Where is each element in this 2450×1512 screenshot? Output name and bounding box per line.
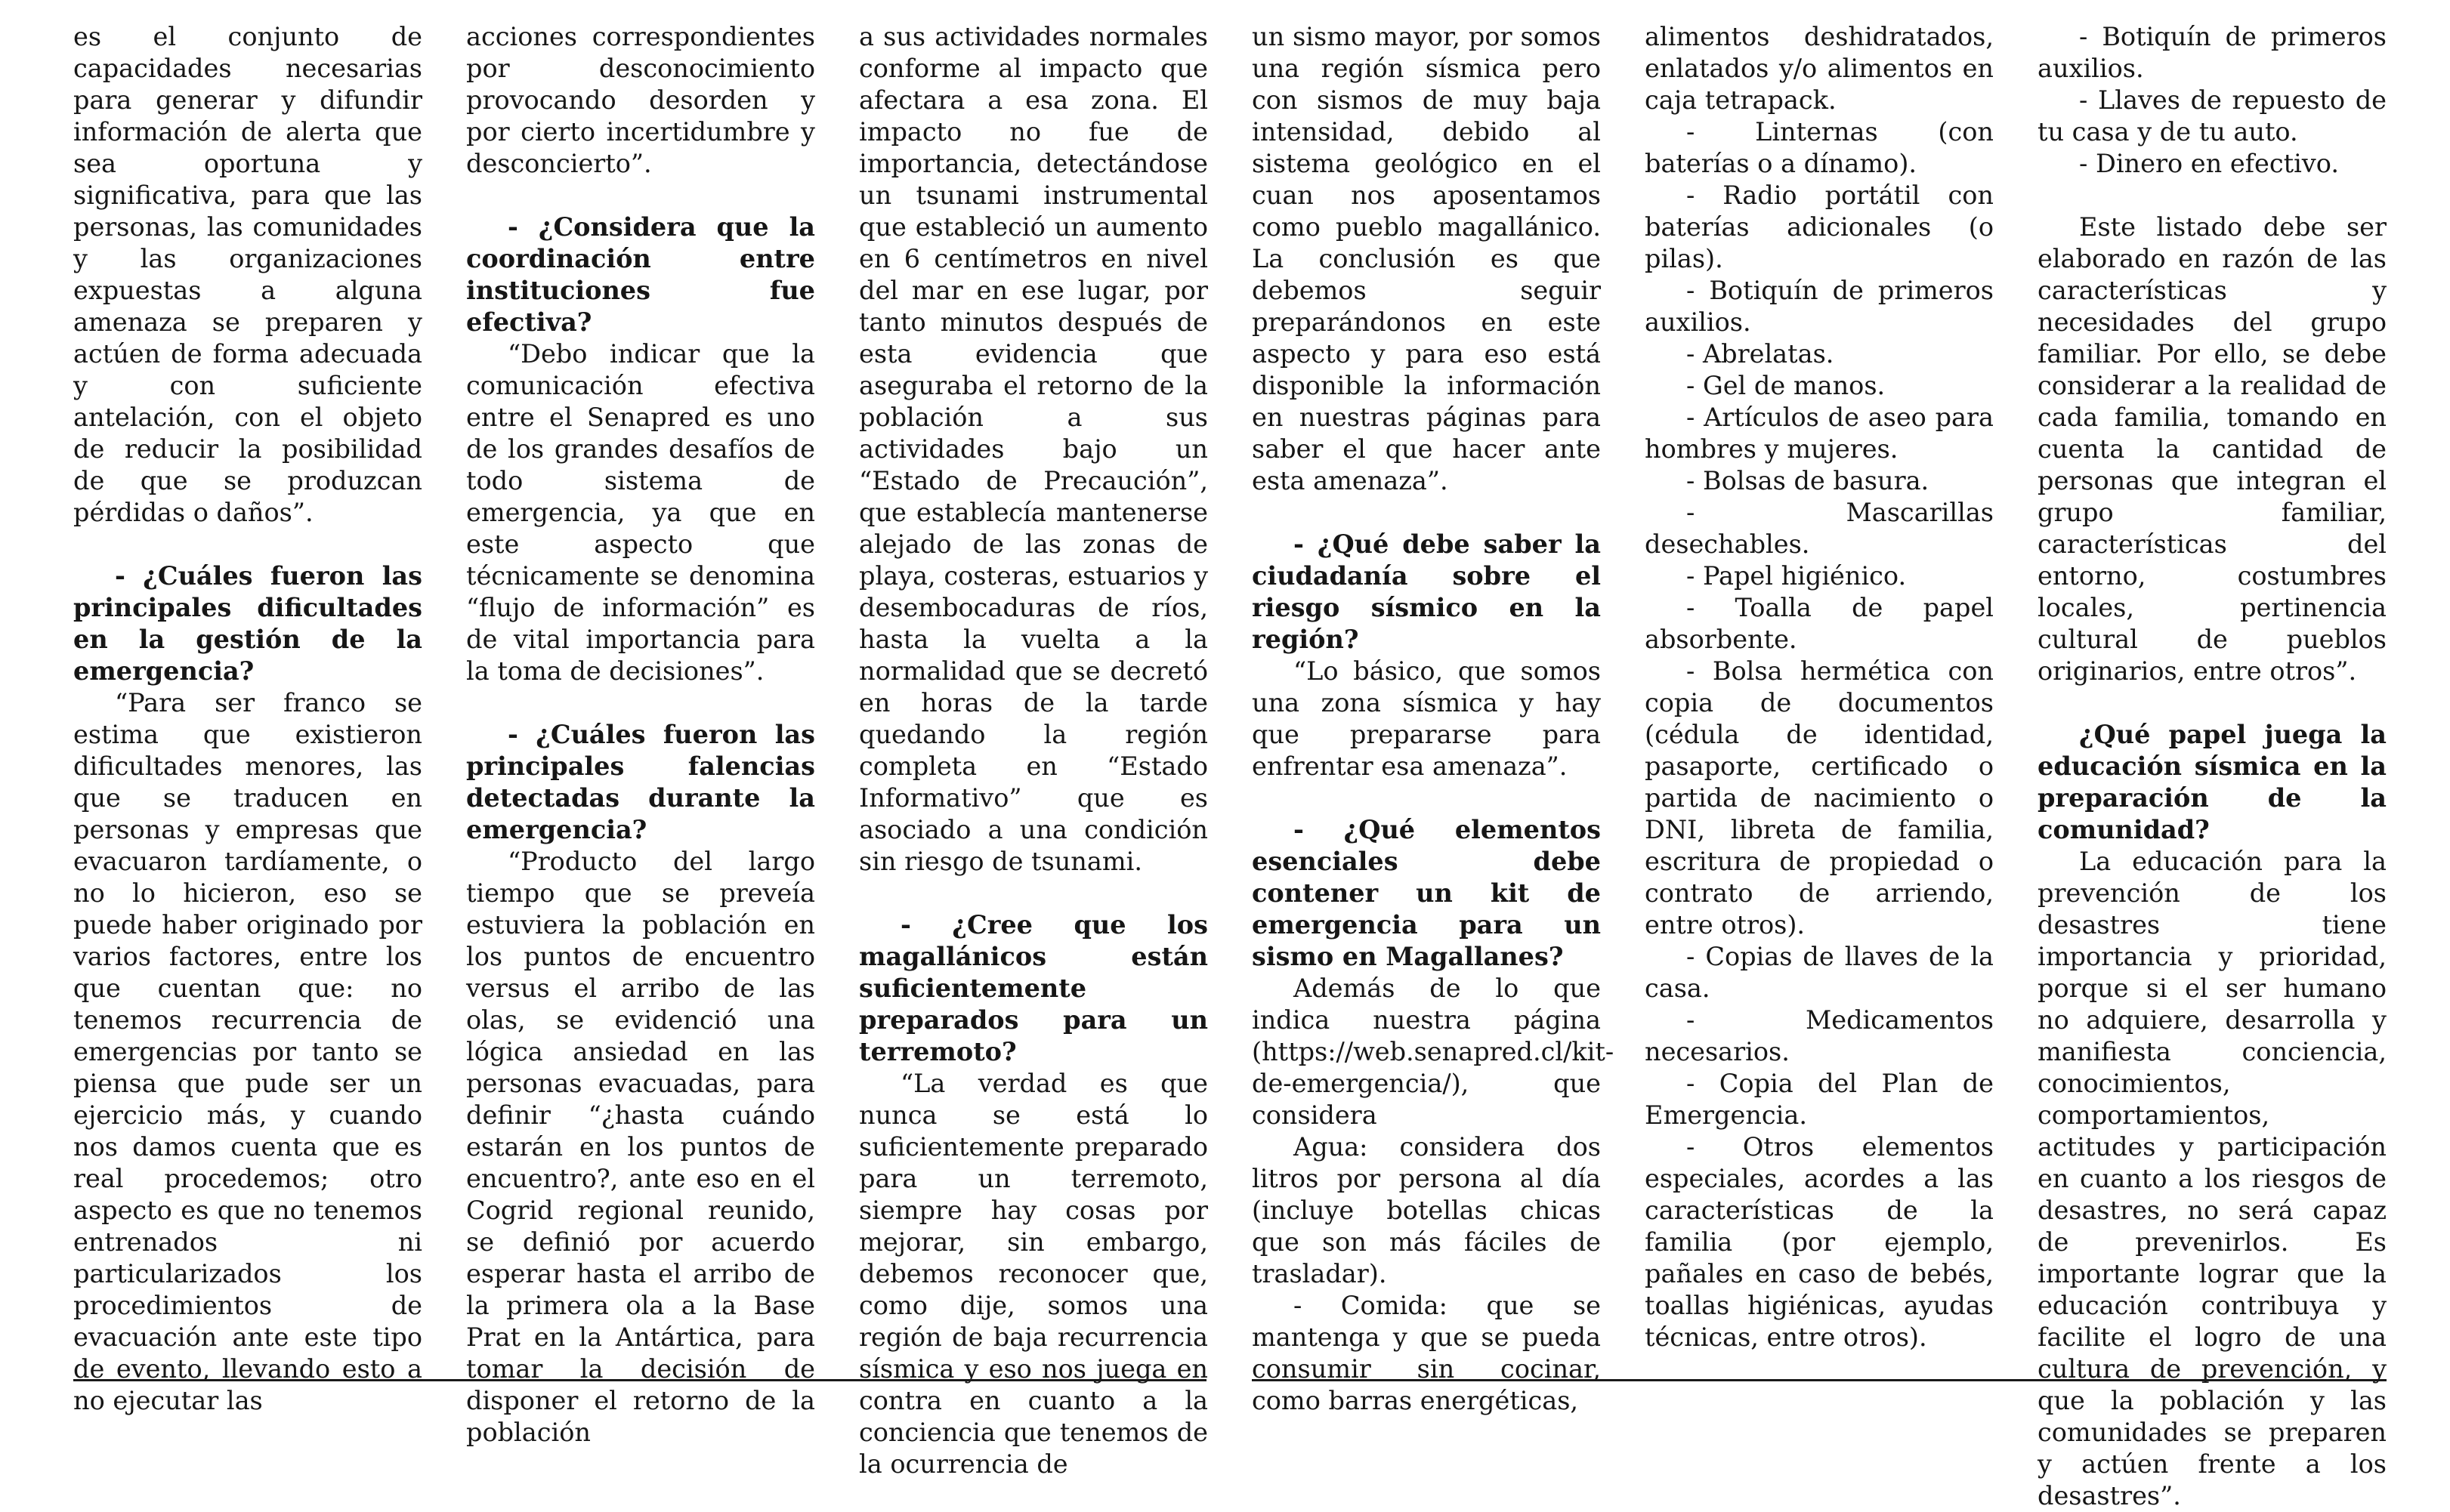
paragraph: es el conjunto de capacidades necesarias para generar y difundir información de alerta que sea oportuna y significativa, para que las personas, las comunidades y las organizaciones expuestas a alguna amenaza se preparen y actúen de forma adecuada y con suficiente antelación, con el objeto de reducir la posibilidad de que se produzcan pérdidas o daños”. [73, 22, 422, 527]
list-item: - Bolsa hermética con copia de documentos (cédula de identidad, pasaporte, certificado o partida de nacimiento o DNI, libreta de familia, escritura de propiedad o contrato de arriendo, entre otros). [1645, 656, 1994, 940]
list-item: - Llaves de repuesto de tu casa y de tu auto. [2038, 85, 2387, 147]
list-item: - Linternas (con baterías o a dínamo). [1645, 117, 1994, 178]
paragraph: “Producto del largo tiempo que se preveía estuviera la población en los puntos de encuentro versus el arribo de las olas, se evidenció una lógica ansiedad en las personas evacuadas, para definir “¿hasta cuándo estarán en los puntos de encuentro?, ante eso en el Cogrid regional reunido, se definió por acuerdo esperar hasta el arribo de la primera ola a la Base Prat en la Antártica, para tomar la decisión de disponer el retorno de la población [466, 847, 815, 1447]
list-item: - Mascarillas desechables. [1645, 498, 1994, 559]
list-item: - Abrelatas. [1686, 339, 1834, 369]
bottom-divider [1252, 1379, 2387, 1381]
list-item: - Gel de manos. [1686, 371, 1886, 400]
paragraph: “Debo indicar que la comunicación efectiva entre el Senapred es uno de los grandes desafíos de todo sistema de emergencia, ya que en este aspecto que técnicamente se denomina “flujo de información” es de vital importancia para la toma de decisiones”. [466, 339, 815, 686]
list-item: - Radio portátil con baterías adicionales (o pilas). [1645, 181, 1994, 273]
column-2 [466, 21, 815, 1447]
interview-question: - ¿Cree que los magallánicos están suficientemente preparados para un terremoto? [859, 910, 1208, 1066]
column-5 [1645, 21, 1994, 1381]
paragraph: acciones correspondientes por desconocimiento provocando desorden y por cierto incertidumbre y desconcierto”. [466, 22, 815, 178]
list-item: - Otros elementos especiales, acordes a las características de la familia (por ejemplo, pañales en caso de bebés, toallas higiénicas, ayudas técnicas, entre otros). [1645, 1132, 1994, 1352]
interview-question: - ¿Cuáles fueron las principales dificultades en la gestión de la emergencia? [73, 561, 422, 686]
paragraph: un sismo mayor, por somos una región sísmica pero con sismos de muy baja intensidad, debido al sistema geológico en el cuan nos aposentamos como pueblo magallánico. La conclusión es que debemos seguir preparándonos en este aspecto y para eso está disponible la información en nuestras páginas para saber el que hacer ante esta amenaza”. [1252, 22, 1601, 495]
list-item: - Botiquín de primeros auxilios. [1645, 276, 1994, 337]
list-item: - Comida: que se mantenga y que se pueda consumir sin cocinar, como barras energéticas, [1252, 1291, 1601, 1415]
bottom-divider [73, 1379, 1206, 1381]
list-item: - Copia del Plan de Emergencia. [1645, 1069, 1994, 1130]
interview-question: - ¿Qué elementos esenciales debe contener un kit de emergencia para un sismo en Magallanes? [1252, 815, 1601, 971]
list-item: - Toalla de papel absorbente. [1645, 593, 1994, 654]
paragraph: Además de lo que indica nuestra página (https://web.senapred.cl/kit-de-emergencia/), que considera [1252, 974, 1614, 1130]
list-item: - Copias de llaves de la casa. [1645, 942, 1994, 1003]
list-item: - Botiquín de primeros auxilios. [2038, 22, 2387, 83]
list-item: alimentos deshidratados, enlatados y/o alimentos en caja tetrapack. [1645, 22, 1994, 115]
paragraph: Este listado debe ser elaborado en razón de las características y necesidades del grupo familiar. Por ello, se debe considerar a la realidad de cada familia, tomando en cuenta la cantidad de personas que integran el grupo familiar, características del entorno, costumbres locales, pertinencia cultural de pueblos originarios, entre otros”. [2038, 212, 2387, 686]
paragraph: Agua: considera dos litros por persona al día (incluye botellas chicas que son más fáciles de trasladar). [1252, 1132, 1601, 1288]
list-item: - Bolsas de basura. [1686, 466, 1929, 495]
paragraph: La educación para la prevención de los desastres tiene importancia y prioridad, porque si el ser humano no adquiere, desarrolla y manifiesta conciencia, conocimientos, comportamientos, actitudes y participación en cuanto a los riesgos de desastres, no será capaz de prevenirlos. Es importante lograr que la educación contribuya y facilite el logro de una cultura de prevención, y que la población y las comunidades se preparen y actúen frente a los desastres”. [2038, 847, 2387, 1510]
list-item: - Artículos de aseo para hombres y mujeres. [1645, 403, 1994, 464]
interview-question: - ¿Considera que la coordinación entre instituciones fue efectiva? [466, 212, 815, 337]
paragraph: a sus actividades normales conforme al impacto que afectara a esa zona. El impacto no fue de importancia, detectándose un tsunami instrumental que estableció un aumento en 6 centímetros en nivel del mar en ese lugar, por tanto minutos después de esta evidencia que aseguraba el retorno de la población a sus actividades bajo un “Estado de Precaución”, que establecía mantenerse alejado de las zonas de playa, costeras, estuarios y desembocaduras de ríos, hasta la vuelta a la normalidad que se decretó en horas de la tarde quedando la región completa en “Estado Informativo” que es asociado a una condición sin riesgo de tsunami. [859, 22, 1208, 876]
column-4 [1252, 21, 1614, 1415]
list-item: - Papel higiénico. [1686, 561, 1907, 591]
list-item: - Dinero en efectivo. [2079, 149, 2339, 178]
column-3 [859, 21, 1208, 1479]
column-1 [73, 21, 422, 1415]
paragraph: “Lo básico, que somos una zona sísmica y hay que prepararse para enfrentar esa amenaza”. [1252, 656, 1601, 781]
list-item: - Medicamentos necesarios. [1645, 1005, 1994, 1066]
paragraph: “La verdad es que nunca se está lo suficientemente preparado para un terremoto, siempre hay cosas por mejorar, sin embargo, debemos reconocer que, como dije, somos una región de baja recurrencia sísmica y eso nos juega en contra en cuanto a la conciencia que tenemos de la ocurrencia de [859, 1069, 1208, 1479]
interview-question: ¿Qué papel juega la educación sísmica en la preparación de la comunidad? [2038, 720, 2387, 844]
paragraph: “Para ser franco se estima que existieron dificultades menores, las que se traducen en personas y empresas que evacuaron tardíamente, o no lo hicieron, eso se puede haber originado por varios factores, entre los que cuentan que: no tenemos recurrencia de emergencias por tanto se piensa que pude ser un ejercicio más, y cuando nos damos cuenta que es real procedemos; otro aspecto es que no tenemos entrenados ni particularizados los procedimientos de evacuación ante este tipo de evento, llevando esto a no ejecutar las [73, 688, 422, 1415]
column-6 [2038, 21, 2387, 1510]
interview-question: - ¿Cuáles fueron las principales falencias detectadas durante la emergencia? [466, 720, 815, 844]
interview-question: - ¿Qué debe saber la ciudadanía sobre el riesgo sísmico en la región? [1252, 529, 1601, 654]
